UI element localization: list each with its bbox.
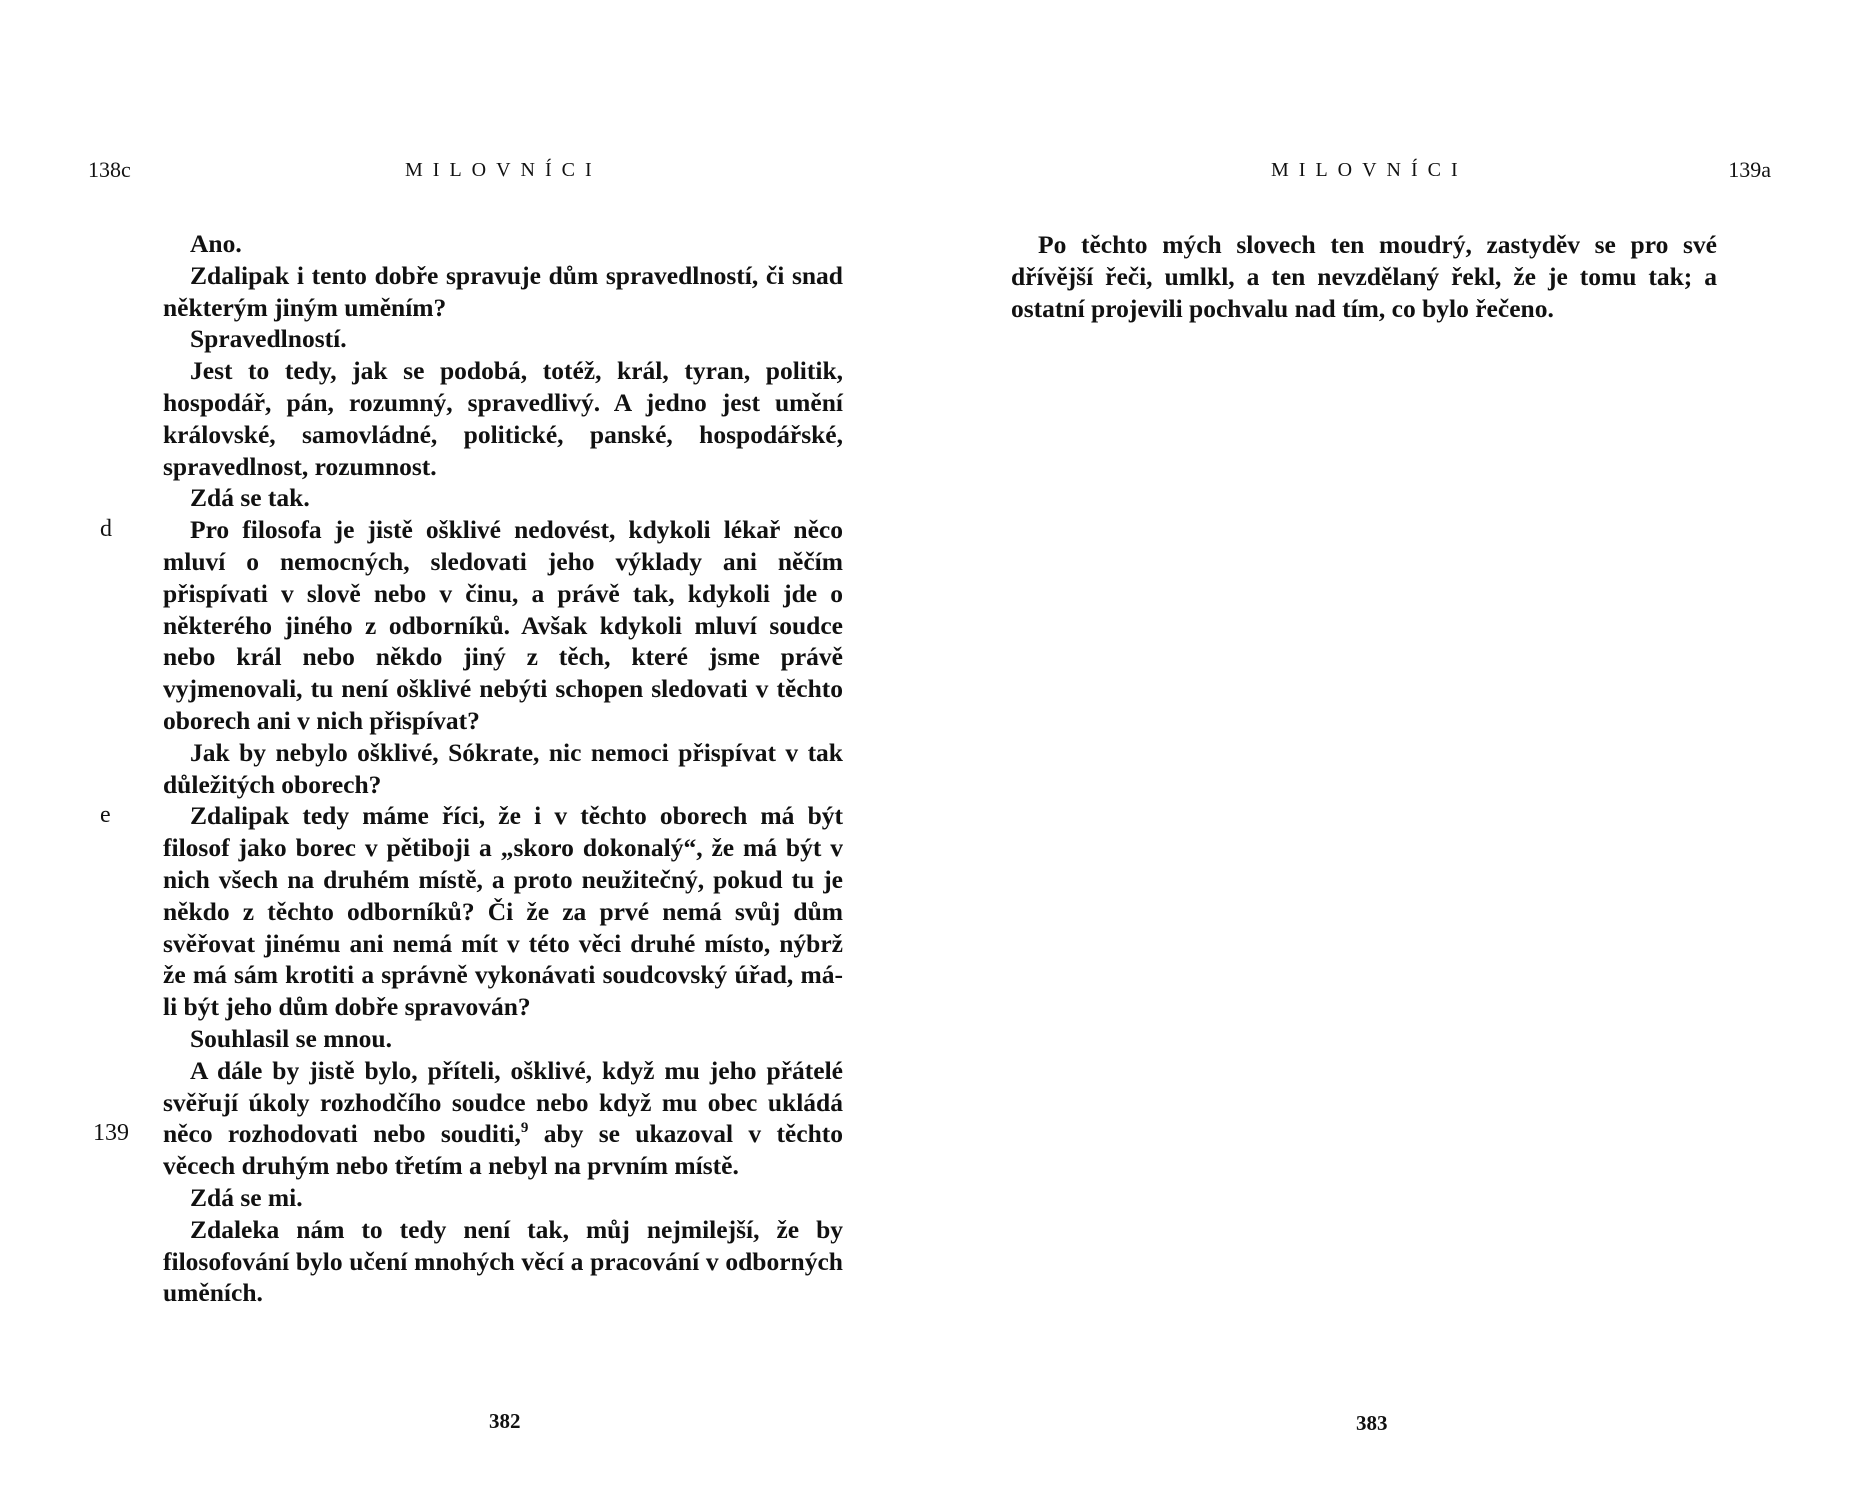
page-number-right: 383: [1356, 1411, 1388, 1435]
right-page-text: [1011, 229, 1717, 324]
paragraph-with-footnote: [93, 1055, 843, 1182]
running-head-left: MILOVNÍCI: [405, 159, 602, 181]
footnote-reference[interactable]: 9: [520, 1120, 529, 1137]
paragraph-text: aby se ukazoval v těchto věcech druhým nebo třetím a nebyl na prvním místě.: [163, 1119, 843, 1181]
section-marker-left: 138c: [88, 157, 131, 182]
margin-marker-e: e: [100, 802, 111, 829]
margin-marker-139: 139: [93, 1120, 129, 1147]
paragraph: Zdá se tak.: [190, 483, 310, 513]
paragraph: Ano.: [190, 229, 242, 258]
section-marker-right: 139a: [1728, 157, 1771, 182]
page-number-left: 382: [489, 1409, 521, 1433]
right-page: [931, 0, 1862, 1501]
paragraph: Jak by nebylo ošklivé, Sókrate, nic nemoci přispívat v tak důležitých oborech?: [163, 737, 843, 799]
paragraph: Jest to tedy, jak se podobá, totéž, král, tyran, politik, hospodář, pán, rozumný, spravedlivý. A jedno jest umění královské, samovládné, politické, panské, hospodářské, spravedlnost, rozumnost.: [163, 356, 843, 481]
paragraph: Zdá se mi.: [190, 1182, 303, 1212]
paragraph: Zdaleka nám to tedy není tak, můj nejmilejší, že by filosofování bylo učení mnohých věcí a pracování v odborných uměních.: [163, 1214, 843, 1308]
paragraph-text: Pro filosofa je jistě ošklivé nedovést, kdykoli lékař něco mluví o nemocných, sledovati jeho výklady ani něčím přispívati v slově nebo v činu, a právě tak, kdykoli jde o některého jiného z odborníků. Avšak kdykoli mluví soudce nebo král nebo někdo jiný z těch, které jsme právě vyjmenovali, tu není ošklivé nebýti schopen sledovati v těchto oborech ani v nich přispívat?: [163, 515, 843, 735]
paragraph: Po těchto mých slovech ten moudrý, zastyděv se pro své dřívější řeči, umlkl, a ten nevzdělaný řekl, že je tomu tak; a ostatní projevili pochvalu nad tím, co bylo řečeno.: [1011, 230, 1717, 323]
paragraph: Souhlasil se mnou.: [190, 1023, 392, 1053]
paragraph-text: Zdalipak tedy máme říci, že i v těchto oborech má být filosof jako borec v pětiboji a „skoro dokonalý“, že má být v nich všech na druhém místě, a proto neužitečný, pokud tu je někdo z těchto odborníků? Či že za prvé nemá svůj dům svěřovat jinému ani nemá mít v této věci druhé místo, nýbrž že má sám krotiti a správně vykonávati soudcovský úřad, má-li být jeho dům dobře spravován?: [163, 801, 843, 1022]
running-head-right: MILOVNÍCI: [1271, 159, 1468, 181]
paragraph-with-margin-mark: [100, 800, 843, 1023]
paragraph-text: A dále by jistě bylo, příteli, ošklivé, když mu jeho přátelé svěřují úkoly rozhodčího soudce nebo když mu obec ukládá něco rozhodovati nebo souditi,: [163, 1055, 843, 1149]
left-page-text: [93, 228, 843, 1309]
margin-marker-d: d: [100, 516, 112, 543]
paragraph-with-margin-mark: [100, 514, 843, 737]
paragraph: Spravedlností.: [190, 324, 347, 354]
paragraph: Zdalipak i tento dobře spravuje dům spravedlností, či snad některým jiným uměním?: [163, 260, 843, 322]
